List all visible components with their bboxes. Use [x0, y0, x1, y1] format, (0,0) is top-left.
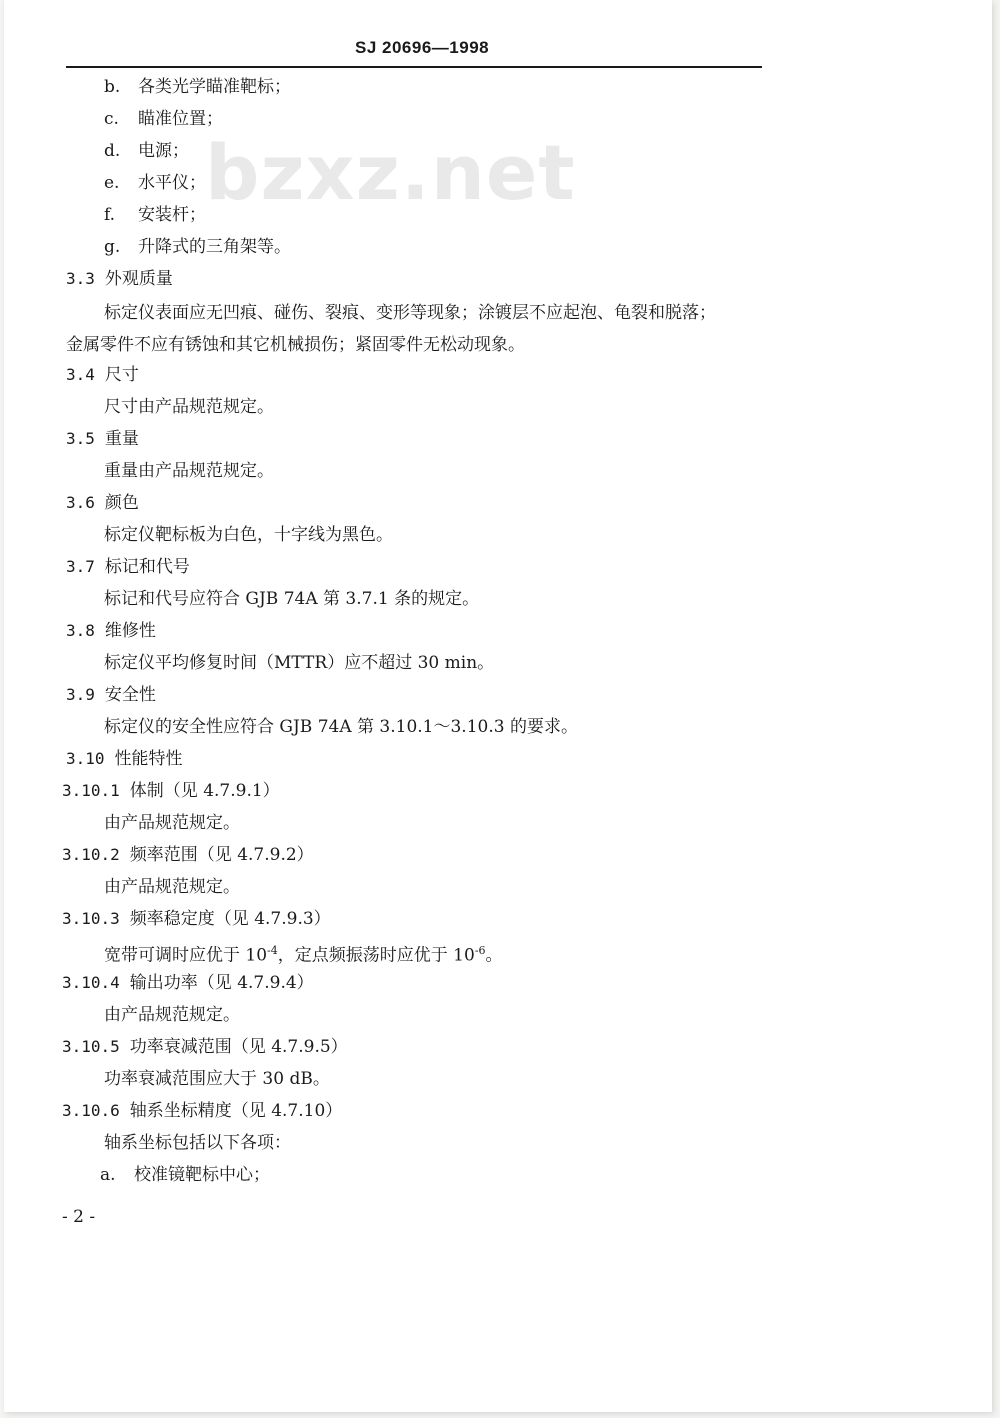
section-number: 3.10.4 [62, 973, 120, 992]
section-title: 轴系坐标精度（见 4.7.10） [129, 1101, 343, 1121]
superscript: -4 [267, 944, 278, 957]
list-marker: c. [104, 109, 119, 129]
paragraph-text: 。 [485, 945, 503, 966]
section-number: 3.3 [66, 269, 95, 288]
section-title: 安全性 [104, 685, 156, 705]
section-title: 外观质量 [104, 269, 173, 289]
section-title: 频率稳定度（见 4.7.9.3） [129, 909, 331, 929]
section-heading [66, 748, 183, 770]
paragraph: 轴系坐标包括以下各项： [104, 1133, 291, 1153]
page-number: - 2 - [62, 1207, 96, 1227]
paragraph-text: 宽带可调时应优于 10 [104, 945, 268, 966]
list-item [104, 236, 291, 258]
section-number: 3.6 [66, 493, 95, 512]
section-title: 输出功率（见 4.7.9.4） [129, 973, 314, 993]
paragraph: 标定仪靶标板为白色，十字线为黑色。 [104, 525, 393, 545]
superscript: -6 [474, 944, 486, 957]
section-number: 3.10.2 [62, 845, 120, 864]
list-item [104, 108, 223, 130]
list-item-text: 升降式的三角架等。 [138, 237, 291, 257]
list-marker: d. [104, 141, 121, 161]
list-item-text: 各类光学瞄准靶标； [138, 77, 291, 97]
section-heading [62, 1100, 342, 1122]
paragraph: 金属零件不应有锈蚀和其它机械损伤；紧固零件无松动现象。 [66, 335, 525, 355]
paragraph: 由产品规范规定。 [104, 1005, 240, 1025]
section-number: 3.10.1 [62, 781, 120, 800]
section-number: 3.10 [66, 749, 105, 768]
list-item-text: 校准镜靶标中心； [134, 1165, 270, 1185]
list-item [100, 1164, 270, 1186]
section-title: 标记和代号 [104, 557, 190, 577]
section-number: 3.7 [66, 557, 95, 576]
paragraph: 重量由产品规范规定。 [104, 461, 274, 481]
section-heading [62, 1036, 348, 1058]
section-title: 频率范围（见 4.7.9.2） [129, 845, 314, 865]
header-rule [66, 66, 762, 68]
section-number: 3.10.5 [62, 1037, 120, 1056]
section-title: 维修性 [104, 621, 156, 641]
paragraph: 尺寸由产品规范规定。 [104, 397, 274, 417]
list-item [104, 76, 291, 98]
section-heading [62, 844, 314, 866]
paragraph: 由产品规范规定。 [104, 877, 240, 897]
section-number: 3.4 [66, 365, 95, 384]
section-heading [62, 972, 314, 994]
section-number: 3.9 [66, 685, 95, 704]
paragraph: 标定仪平均修复时间（MTTR）应不超过 30 min。 [104, 653, 495, 673]
section-heading [66, 620, 156, 642]
list-item [104, 204, 206, 226]
list-item-text: 电源； [138, 141, 189, 161]
list-item-text: 安装杆； [138, 205, 206, 225]
section-number: 3.10.6 [62, 1101, 120, 1120]
list-marker: b. [104, 77, 121, 97]
list-marker: g. [104, 237, 121, 257]
list-marker: f. [104, 205, 116, 225]
section-number: 3.8 [66, 621, 95, 640]
section-heading [66, 492, 139, 514]
section-title: 尺寸 [104, 365, 139, 385]
document-code-header: SJ 20696—1998 [355, 38, 490, 57]
list-marker: e. [104, 173, 120, 193]
section-heading [62, 908, 331, 930]
paragraph-text: ，定点频振荡时应优于 10 [277, 945, 475, 966]
section-heading [66, 428, 139, 450]
section-heading [66, 268, 173, 290]
paragraph: 标记和代号应符合 GJB 74A 第 3.7.1 条的规定。 [104, 589, 480, 609]
list-item-text: 瞄准位置； [138, 109, 223, 129]
section-title: 功率衰减范围（见 4.7.9.5） [129, 1037, 348, 1057]
section-heading [66, 556, 190, 578]
watermark: bzxz.net [205, 128, 576, 217]
paragraph [104, 940, 503, 967]
section-number: 3.10.3 [62, 909, 120, 928]
section-title: 体制（见 4.7.9.1） [129, 781, 280, 801]
section-title: 性能特性 [114, 749, 183, 769]
list-marker: a. [100, 1165, 116, 1185]
paragraph: 标定仪的安全性应符合 GJB 74A 第 3.10.1～3.10.3 的要求。 [104, 717, 578, 737]
section-heading [66, 684, 156, 706]
paragraph: 功率衰减范围应大于 30 dB。 [104, 1069, 330, 1089]
section-title: 颜色 [104, 493, 139, 513]
paragraph: 由产品规范规定。 [104, 813, 240, 833]
list-item [104, 172, 206, 194]
section-heading [66, 364, 139, 386]
paragraph: 标定仪表面应无凹痕、碰伤、裂痕、变形等现象；涂镀层不应起泡、龟裂和脱落； [104, 303, 716, 323]
section-title: 重量 [104, 429, 139, 449]
list-item-text: 水平仪； [138, 173, 206, 193]
list-item [104, 140, 189, 162]
section-number: 3.5 [66, 429, 95, 448]
section-heading [62, 780, 280, 802]
